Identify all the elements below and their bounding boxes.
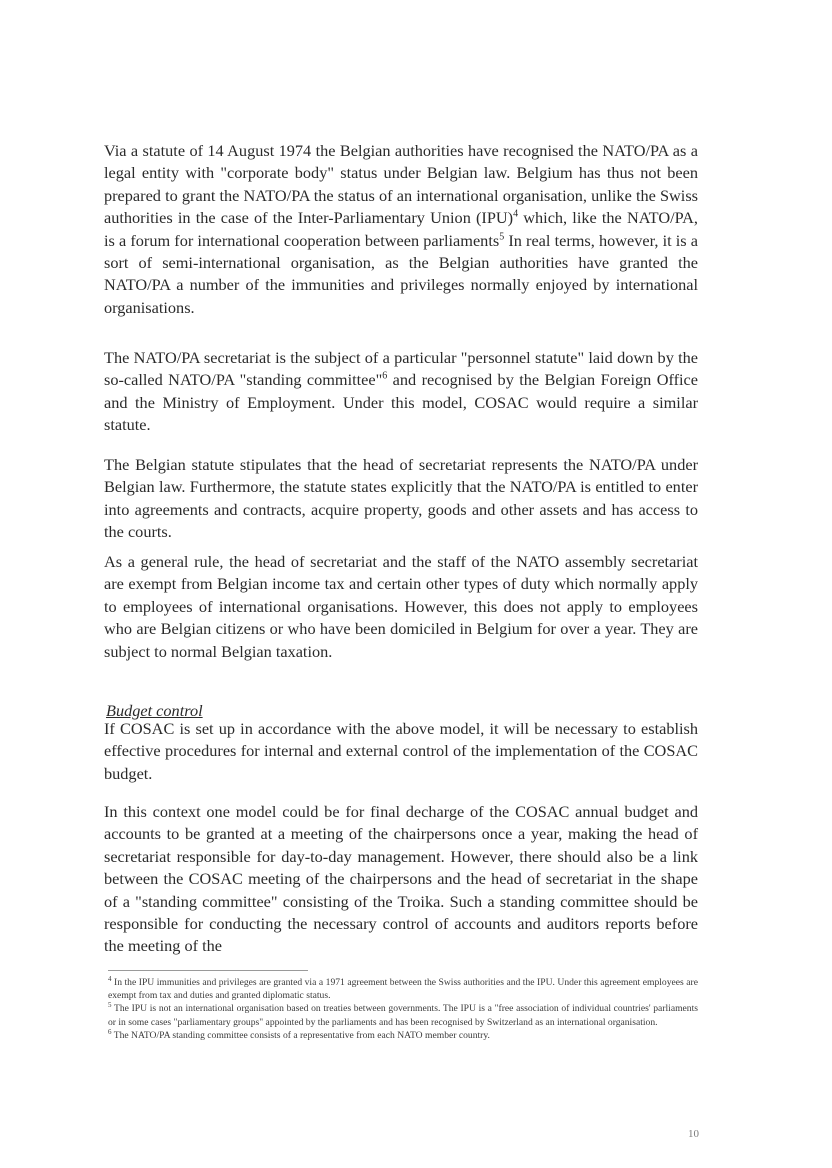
footnote-divider (108, 970, 308, 971)
footnotes (108, 976, 698, 1042)
paragraph-belgian-statute: The Belgian statute stipulates that the head of secretariat represents the NATO/PA under Belgian law. Furthermore, the statute states explicitly that the NATO/PA is entitled to enter into agreements and contracts, acquire property, goods and other assets and has access to the courts. (104, 455, 698, 542)
footnote-ref-4: 4 (513, 208, 519, 220)
footnote-6: $^6$ The NATO/PA standing committee consists of a representative from each NATO member country. (108, 1027, 490, 1041)
footnote-ref-5: 5 (499, 231, 505, 243)
section-heading-budget-control: Budget control (106, 701, 203, 720)
paragraph-tax-exemption: As a general rule, the head of secretariat and the staff of the NATO assembly secretariat are exempt from Belgian income tax and certain other types of duty which normally apply to employees of international organisations. However, this does not apply to employees who are Belgian citizens or who have been domiciled in Belgium for over a year. They are subject to normal Belgian taxation. (104, 552, 698, 661)
footnote-5: $^5$ The IPU is not an international organisation based on treaties between governments. The IPU is a "free association of individual countries' parliaments or in some cases "parliamentary groups" appointed by the parliaments and has been recognised by Switzerland as an international organisation. (108, 1001, 698, 1028)
paragraph-legal-status: Via a statute of 14 August 1974 the Belgian authorities have recognised the NATO/PA as a legal entity with "corporate body" status under Belgian law. Belgium has thus not been prepared to grant the NATO/PA the status of an international organisation, unlike the Swiss authorities in the case of the Inter-Parliamentary Union (IPU)$^4$ which, like the NATO/PA, is a forum for international cooperation between parliaments$^5$ In real terms, however, it is a sort of semi-international organisation, as the Belgian authorities have granted the NATO/PA a number of the immunities and privileges normally enjoyed by international organisations. (104, 141, 698, 317)
paragraph-decharge-model: In this context one model could be for final decharge of the COSAC annual budget and accounts to be granted at a meeting of the chairpersons once a year, making the head of secretariat responsible for day-to-day management. However, there should also be a link between the COSAC meeting of the chairpersons and the head of secretariat in the shape of a "standing committee" consisting of the Troika. Such a standing committee should be responsible for conducting the necessary control of accounts and auditors reports before the meeting of the (104, 802, 698, 956)
footnote-4: $^4$ In the IPU immunities and privileges are granted via a 1971 agreement between the Swiss authorities and the IPU. Under this agreement employees are exempt from tax and duties and granted diplomatic status. (108, 974, 698, 1002)
paragraph-budget-control: If COSAC is set up in accordance with the above model, it will be necessary to establish effective procedures for internal and external control of the implementation of the COSAC budget. (104, 719, 698, 783)
paragraph-personnel-statute: The NATO/PA secretariat is the subject of a particular "personnel statute" laid down by the so-called NATO/PA "standing committee"$^6$ and recognised by the Belgian Foreign Office and the Ministry of Employment. Under this model, COSAC would require a similar statute. (104, 348, 698, 435)
footnote-ref-6: 6 (382, 370, 388, 382)
page-number: 10 (688, 1128, 699, 1140)
